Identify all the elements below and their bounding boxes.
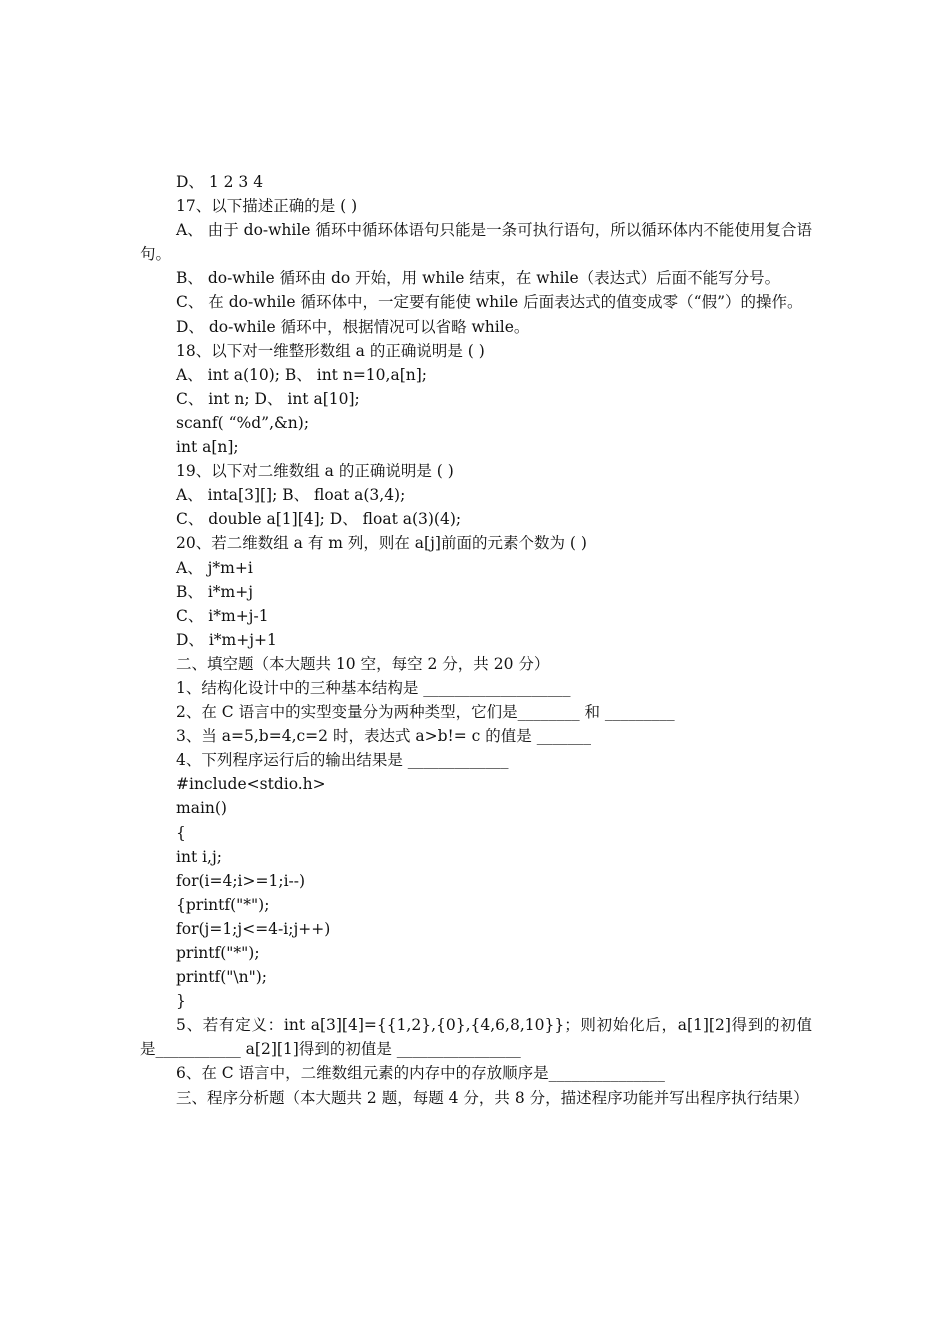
q20-c: C、 i*m+j-1 (176, 606, 269, 625)
f5: 5、若有定义：int a[3][4]={{1,2},{0},{4,6,8,10}}；则初始化后，a[1][2]得到的初值是___________ a[2][1]得到的初值是 ________________ (140, 1016, 812, 1059)
q17-c: C、 在 do-while 循环体中，一定要有能使 while 后面表达式的值变成零（“假”）的操作。 (176, 293, 803, 312)
q17-stem: 17、以下描述正确的是 ( ) (176, 197, 358, 216)
code-7: for(j=1;j<=4-i;j++) (176, 919, 331, 938)
code-3: { (176, 823, 186, 842)
q19-stem: 19、以下对二维数组 a 的正确说明是 ( ) (176, 462, 454, 481)
code-9: printf("\n"); (176, 968, 268, 987)
f1: 1、结构化设计中的三种基本结构是 ___________________ (176, 678, 571, 697)
code-10: } (176, 992, 186, 1011)
q20-a: A、 j*m+i (176, 558, 253, 577)
document-body (140, 170, 812, 1110)
sec2-title: 二、填空题（本大题共 10 空，每空 2 分，共 20 分） (176, 654, 550, 673)
code-8: printf("*"); (176, 944, 260, 962)
q17-a: A、 由于 do-while 循环中循环体语句只能是一条可执行语句，所以循环体内不能使用复合语句。 (140, 221, 812, 264)
q18-stem: 18、以下对一维整形数组 a 的正确说明是 ( ) (176, 341, 485, 360)
f6: 6、在 C 语言中，二维数组元素的内存中的存放顺序是_______________ (176, 1064, 665, 1083)
sec3-title: 三、程序分析题（本大题共 2 题，每题 4 分，共 8 分，描述程序功能并写出程序执行结果） (176, 1088, 809, 1107)
code-4: int i,j; (176, 847, 223, 866)
opt-d-16: D、 1 2 3 4 (176, 173, 264, 191)
code-2: main() (176, 799, 227, 818)
q20-stem: 20、若二维数组 a 有 m 列，则在 a[j]前面的元素个数为 ( ) (176, 534, 587, 553)
q17-b: B、 do-while 循环由 do 开始，用 while 结束，在 while（表达式）后面不能写分号。 (176, 269, 781, 288)
code-6: {printf("*"); (176, 895, 270, 914)
q19-cd: C、 double a[1][4]; D、 float a(3)(4); (176, 510, 462, 529)
f4: 4、下列程序运行后的输出结果是 _____________ (176, 751, 509, 770)
code-5: for(i=4;i>=1;i--) (176, 871, 306, 890)
q20-b: B、 i*m+j (176, 582, 254, 601)
q18-ab: A、 int a(10); B、 int n=10,a[n]; (176, 365, 427, 384)
q19-ab: A、 inta[3][]; B、 float a(3,4); (176, 486, 406, 505)
q18-scanf: scanf( “%d”,&n); (176, 413, 310, 432)
f2: 2、在 C 语言中的实型变量分为两种类型，它们是________ 和 _________ (176, 703, 675, 722)
q18-inta: int a[n]; (176, 438, 239, 457)
code-1: #include<stdio.h> (176, 775, 326, 794)
q17-d: D、 do-while 循环中，根据情况可以省略 while。 (176, 317, 530, 336)
f3: 3、当 a=5,b=4,c=2 时，表达式 a>b!= c 的值是 _______ (176, 727, 591, 746)
q18-cd: C、 int n; D、 int a[10]; (176, 389, 360, 408)
q20-d: D、 i*m+j+1 (176, 630, 277, 649)
